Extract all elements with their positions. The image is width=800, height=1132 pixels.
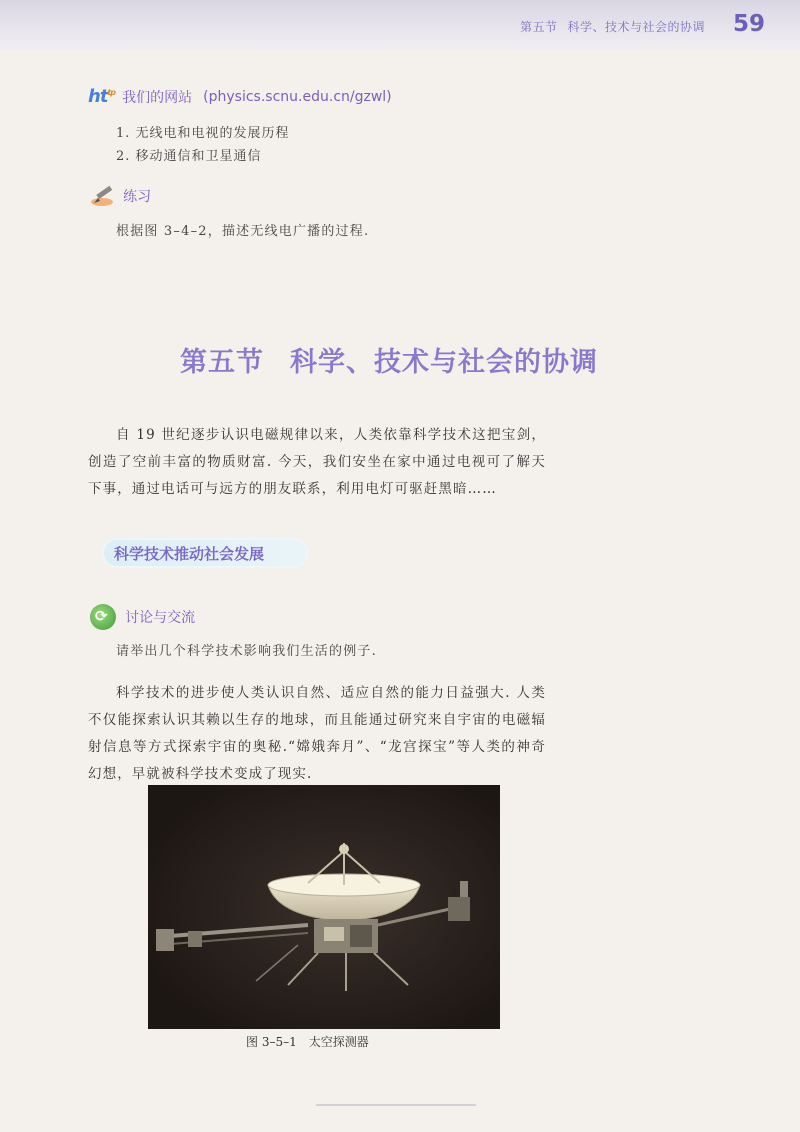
website-row bbox=[88, 86, 392, 107]
intro-paragraph: 自 19 世纪逐步认识电磁规律以来，人类依靠科学技术这把宝剑，创造了空前丰富的物质财富. 今天，我们安坐在家中通过电视可了解天下事，通过电话可与远方的朋友联系，利用电灯可驱赶黑暗…… bbox=[88, 427, 546, 497]
section-title bbox=[180, 340, 598, 379]
exercise-label: 练习 bbox=[123, 189, 152, 205]
figure-number: 图 3–5–1 bbox=[246, 1035, 297, 1049]
discussion-label: 讨论与交流 bbox=[125, 610, 196, 626]
pencil-icon bbox=[90, 184, 116, 208]
space-probe-illustration bbox=[148, 785, 500, 1029]
figure-caption-text: 太空探测器 bbox=[308, 1035, 369, 1049]
discussion-text: 请举出几个科学技术影响我们生活的例子. bbox=[116, 644, 377, 659]
figure-caption bbox=[246, 1033, 369, 1050]
discussion-icon: ⟳ bbox=[90, 604, 116, 630]
space-probe-photo bbox=[148, 785, 500, 1029]
subheading: 科学技术推动社会发展 bbox=[114, 545, 265, 563]
exercise-text: 根据图 3–4–2，描述无线电广播的过程. bbox=[116, 224, 370, 239]
website-item-1: 1. 无线电和电视的发展历程 bbox=[116, 126, 290, 141]
website-item-2: 2. 移动通信和卫星通信 bbox=[116, 149, 262, 164]
website-title: 我们的网站 bbox=[122, 89, 193, 106]
section-title-text: 科学、技术与社会的协调 bbox=[290, 347, 598, 378]
discussion-row bbox=[90, 604, 195, 630]
running-header-section: 第五节 bbox=[520, 20, 558, 34]
running-header bbox=[520, 18, 705, 35]
page-number: 59 bbox=[733, 11, 766, 37]
running-header-title: 科学、技术与社会的协调 bbox=[567, 20, 706, 34]
exercise-row bbox=[90, 184, 151, 208]
section-number: 第五节 bbox=[180, 347, 264, 378]
http-icon: $ht^{tp}$ bbox=[88, 86, 115, 107]
footer-divider bbox=[316, 1104, 476, 1106]
body-paragraph: 科学技术的进步使人类认识自然、适应自然的能力日益强大. 人类不仅能探索认识其赖以生存的地球，而且能通过研究来自宇宙的电磁辐射信息等方式探索宇宙的奥秘.“嫦娥奔月”、“龙宫探宝”等人类的神奇幻想，早就被科学技术变成了现实. bbox=[88, 685, 546, 782]
website-url[interactable]: (physics.scnu.edu.cn/gzwl) bbox=[203, 88, 392, 105]
